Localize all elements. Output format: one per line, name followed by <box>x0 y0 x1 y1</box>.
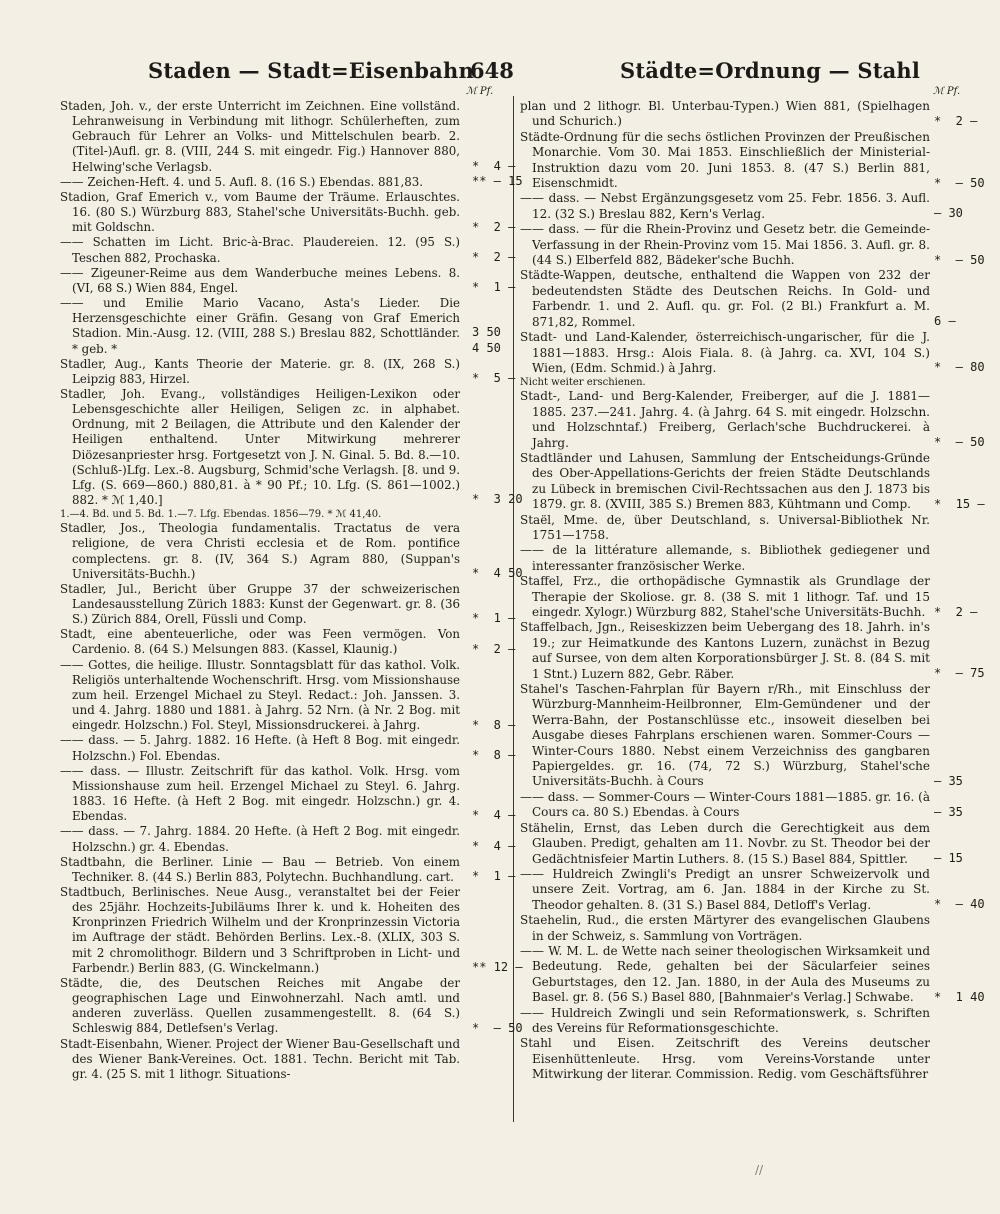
entry-text: Stadler, Aug., Kants Theorie der Materie. gr. 8. (IX, 268 S.) Leipzig 883, Hirzel. <box>60 356 460 386</box>
entry-text: —— und Emilie Mario Vacano, Asta's Lieder. Die Herzensgeschichte einer Gräfin. Gesang von Graf Emerich Stadion. Min.-Ausg. 12. (VIII, 288 S.) Breslau 882, Schottländer. * geb. * <box>60 296 460 356</box>
entry-text: —— dass. — 5. Jahrg. 1882. 16 Hefte. (à Heft 8 Bog. mit eingedr. Holzschn.) Fol. Ebendas. <box>60 733 460 763</box>
entry-price: * 2 — <box>472 249 516 264</box>
entry-text: —— Schatten im Licht. Bric-à-Brac. Plaudereien. 12. (95 S.) Teschen 882, Prochaska. <box>60 235 460 265</box>
entry-price: * — 50 <box>934 175 985 190</box>
entry-price: 6 — <box>934 314 956 329</box>
entry-price: ** 12 — <box>472 960 523 974</box>
catalog-entry <box>520 376 930 389</box>
entry-text: Stadler, Joh. Evang., vollständiges Heiligen-Lexikon oder Lebensgeschichte aller Heiligen, Seligen zc. in alphabet. Ordnung, mit 2 Beilagen, die Attribute und den Kalender der Heiligen enthaltend. Unter Mitwirkung mehrerer Diözesanpriester hrsg. Fortgesetzt von J. N. Ginal. 5. Bd. 8.—10. (Schluß-)Lfg. Lex.-8. Augsburg, Schmid'sche Verlagsh. [8. und 9. Lfg. (S. 669—860.) 880,81. à * 90 Pf.; 10. Lfg. (S. 861—1002.) 882. * ℳ 1,40.] <box>60 386 460 508</box>
left-column <box>60 99 523 1082</box>
catalog-entry <box>520 191 963 222</box>
catalog-entry <box>520 99 978 130</box>
catalog-entry <box>520 1036 930 1082</box>
entry-price: * 8 — <box>472 747 516 762</box>
running-head-left: Staden — Stadt=Eisenbahn <box>148 58 474 83</box>
entry-text: Staël, Mme. de, über Deutschland, s. Universal-Bibliothek Nr. 1751—1758. <box>520 512 930 542</box>
entry-text: Staden, Joh. v., der erste Unterricht im Zeichnen. Eine vollständ. Lehranweisung in Verbindung mit lithogr. Schülerheften, zum Gebrauch für Lehrer an Volks- und Mittelschulen bearb. 2. (Titel-)Aufl. gr. 8. (VIII, 244 S. mit eingedr. Fig.) Hannover 880, Helwing'sche Verlagsb. <box>60 99 460 174</box>
entry-text: Stadt-, Land- und Berg-Kalender, Freiberger, auf die J. 1881—1885. 237.—241. Jahrg. 4. (à Jahrg. 64 S. mit eingedr. Holzschn. und Holzschntaf.) Freiberg, Gerlach'sche Buchdruckerei. à Jahrg. <box>520 389 930 450</box>
entry-text: Stadler, Jul., Bericht über Gruppe 37 der schweizerischen Landesausstellung Zürich 1883: Kunst der Gegenwart. gr. 8. (36 S.) Zürich 884, Orell, Füssli und Comp. <box>60 581 460 627</box>
catalog-entry <box>520 1006 930 1037</box>
catalog-entry <box>520 620 985 682</box>
entry-price: 3 50 4 50 <box>472 324 501 355</box>
footer-mark: // <box>755 1163 764 1177</box>
entry-price: * 4 50 <box>472 565 523 580</box>
catalog-entry <box>60 296 501 357</box>
entry-price: — 35 <box>934 773 963 788</box>
entry-price: * — 50 <box>472 1020 523 1035</box>
catalog-entry <box>520 330 985 376</box>
entry-text: Stadt- und Land-Kalender, österreichisch-ungarischer, für die J. 1881—1883. Hrsg.: Alois Fiala. 8. (à Jahrg. ca. XVI, 104 S.) Wien, (Edm. Schmid.) à Jahrg. <box>520 330 930 375</box>
entry-text: plan und 2 lithogr. Bl. Unterbau-Typen.) Wien 881, (Spielhagen und Schurich.) <box>520 99 930 129</box>
entry-price: * 1 40 <box>934 989 985 1004</box>
catalog-entry <box>520 129 985 192</box>
entry-text: Stadler, Jos., Theologia fundamentalis. Tractatus de vera religione, de vera Christi ecclesia et de Rom. pontifice complectens. gr. 8. (IV, 364 S.) Agram 880, (Suppan's Universitäts-Buchh.) <box>60 521 460 581</box>
catalog-entry <box>60 508 460 521</box>
entry-price: * 2 — <box>934 113 978 128</box>
catalog-entry <box>60 627 516 657</box>
entry-text: Stähelin, Ernst, das Leben durch die Gerechtigkeit aus dem Glauben. Predigt, gehalten am 11. Novbr. zu St. Theodor bei der Gedächtnisfeier Martin Luthers. 8. (15 S.) Basel 884, Spittler. <box>520 820 930 866</box>
catalog-entry <box>60 356 516 387</box>
entry-text: —— Zeichen-Heft. 4. und 5. Aufl. 8. (16 S.) Ebendas. 881,83. <box>60 174 423 189</box>
entry-text: —— dass. — für die Rhein-Provinz und Gesetz betr. die Gemeinde-Verfassung in der Rhein-Provinz vom 15. Mai 1856. 3. Aufl. gr. 8. (44 S.) Elberfeld 882, Bädeker'sche Buchh. <box>520 222 930 268</box>
catalog-entry <box>520 789 963 821</box>
entry-text: Staehelin, Rud., die ersten Märtyrer des evangelischen Glaubens in der Schweiz, s. Sammlung von Vorträgen. <box>520 913 930 943</box>
entry-text: Städte, die, des Deutschen Reiches mit Angabe der geographischen Lage und Einwohnerzahl. Nach amtl. und anderen zuverläss. Quellen zusammengestellt. 8. (64 S.) Schleswig 884, Detlefsen's Verlag. <box>60 975 460 1036</box>
entry-text: Stahl und Eisen. Zeitschrift des Vereins deutscher Eisenhüttenleute. Hrsg. vom Vereins-Vorstande unter Mitwirkung der literar. Commission. Redig. vom Geschäftsführer <box>520 1036 930 1082</box>
entry-text: —— dass. — Sommer-Cours — Winter-Cours 1881—1885. gr. 16. (à Cours ca. 80 S.) Ebendas. à Cours <box>520 789 930 820</box>
entry-price: ** — 15 <box>472 174 523 189</box>
entry-price: * 1 — <box>472 611 516 626</box>
running-head-right: Städte=Ordnung — Stahl <box>620 58 921 83</box>
catalog-entry <box>520 682 963 790</box>
entry-text: Staffelbach, Jgn., Reiseskizzen beim Uebergang des 18. Jahrh. in's 19.; zur Heimatkunde des Kantons Luzern, zunächst in Bezug auf Sursee, von dem alten Korporationsbürger J. St. 8. (84 S. mit 1 Stnt.) Luzern 882, Gebr. Räber. <box>520 620 930 681</box>
entry-price: — 15 <box>934 851 963 865</box>
catalog-entry <box>60 265 516 296</box>
catalog-entry <box>520 222 985 268</box>
entry-text: Stadtbahn, die Berliner. Linie — Bau — Betrieb. Von einem Techniker. 8. (44 S.) Berlin 883, Polytechn. Buchhandlung. cart. <box>60 854 460 884</box>
entry-text: —— Gottes, die heilige. Illustr. Sonntagsblatt für das kathol. Volk. Religiös unterhaltende Wochenschrift. Hrsg. vom Missionshause zum heil. Erzengel Michael zu Steyl. Redact.: Joh. Janssen. 3. und 4. Jahrg. 1880 und 1881. à Jahrg. 52 Nrn. (à Nr. 2 Bog. mit eingedr. Holzschn.) Fol. Steyl, Missionsdruckerei. à Jahrg. <box>60 657 460 733</box>
entry-price: * 1 — <box>472 280 516 295</box>
entry-text: —— dass. — Illustr. Zeitschrift für das kathol. Volk. Hrsg. vom Missionshause zum heil. Erzengel Michael zu Steyl. 6. Jahrg. 1883. 16 Hefte. (à Heft 2 Bog. mit eingedr. Holzschn.) gr. 4. Ebendas. <box>60 763 460 824</box>
entry-price: * 4 — <box>472 838 516 853</box>
entry-text: Stadtländer und Lahusen, Sammlung der Entscheidungs-Gründe des Ober-Appellations-Gerichts der freien Städte Deutschlands zu Lübeck in bremischen Civil-Rechtssachen aus den J. 1873 bis 1879. gr. 8. (XVIII, 385 S.) Bremen 883, Kühtmann und Comp. <box>520 450 930 512</box>
catalog-entry <box>520 543 930 574</box>
entry-text: —— dass. — 7. Jahrg. 1884. 20 Hefte. (à Heft 2 Bog. mit eingedr. Holzschn.) gr. 4. Ebendas. <box>60 824 460 854</box>
catalog-entry <box>60 854 516 885</box>
right-column <box>520 99 985 1083</box>
entry-text: Nicht weiter erschienen. <box>520 377 646 389</box>
entry-price: * — 50 <box>934 435 985 450</box>
entry-text: 1.—4. Bd. und 5. Bd. 1.—7. Lfg. Ebendas. 1856—79. * ℳ 41,40. <box>60 509 382 521</box>
entry-text: —— de la littérature allemande, s. Bibliothek gediegener und interessanter französischer Werke. <box>520 543 930 573</box>
entry-price: * 4 — <box>472 808 516 823</box>
catalog-entry <box>520 913 930 944</box>
entry-text: Stadt, eine abenteuerliche, oder was Feen vermögen. Von Cardenio. 8. (64 S.) Melsungen 883. (Kassel, Klaunig.) <box>60 627 460 657</box>
catalog-entry <box>60 235 516 265</box>
entry-text: —— Huldreich Zwingli und sein Reformationswerk, s. Schriften des Vereins für Reformationsgeschichte. <box>520 1005 930 1035</box>
entry-text: Städte-Ordnung für die sechs östlichen Provinzen der Preußischen Monarchie. Vom 30. Mai 1853. Einschließlich der Ministerial-Instruktion dazu vom 20. Juni 1853. 8. (47 S.) Berlin 881, Eisenschmidt. <box>520 129 930 191</box>
catalog-entry <box>60 521 523 582</box>
entry-price: * — 75 <box>934 666 985 681</box>
entry-price: * 5 — <box>472 371 516 386</box>
entry-price: * — 50 <box>934 252 985 267</box>
entry-price: * 8 — <box>472 717 516 732</box>
catalog-entry <box>60 581 516 627</box>
entry-price: * 2 — <box>472 641 516 656</box>
catalog-entry <box>60 1037 460 1082</box>
entry-text: Stadtbuch, Berlinisches. Neue Ausg., veranstaltet bei der Feier des 25jähr. Hochzeits-Jubiläums Ihrer k. und k. Hoheiten des Kronprinzen Friedrich Wilhelm und der Kronprinzessin Victoria im Auftrage der städt. Behörden Berlins. Lex.-8. (XLIX, 303 S. mit 2 chromolithogr. Bildern und 3 Schriftproben in Licht- und Farbendr.) Berlin 883, (G. Winckelmann.) <box>60 884 460 975</box>
entry-text: —— Huldreich Zwingli's Predigt an unsrer Schweizervolk und unsere Zeit. Vortrag, am 6. Jan. 1884 in der Kirche zu St. Theodor gehalten. 8. (31 S.) Basel 884, Detloff's Verlag. <box>520 866 930 912</box>
entry-price: * 1 — <box>472 869 516 884</box>
page-number: 648 <box>470 58 514 83</box>
price-column-label-left: ℳ Pf. <box>466 86 494 97</box>
entry-text: Stadt-Eisenbahn, Wiener. Project der Wiener Bau-Gesellschaft und des Wiener Bank-Vereines. Oct. 1881. Techn. Bericht mit Tab. gr. 4. (25 S. mit 1 lithogr. Situations- <box>60 1036 460 1081</box>
catalog-entry <box>60 884 523 976</box>
catalog-entry <box>520 820 963 867</box>
catalog-entry <box>60 386 523 508</box>
entry-price: * 2 — <box>472 219 516 234</box>
catalog-entry <box>60 824 516 854</box>
entry-text: —— Zigeuner-Reime aus dem Wanderbuche meines Lebens. 8. (VI, 68 S.) Wien 884, Engel. <box>60 265 460 295</box>
catalog-entry <box>60 99 516 175</box>
entry-price: — 30 <box>934 206 963 221</box>
entry-price: * 2 — <box>934 604 978 619</box>
catalog-entry <box>520 943 985 1006</box>
catalog-entry <box>60 657 516 734</box>
entry-text: Stahel's Taschen-Fahrplan für Bayern r/Rh., mit Einschluss der Würzburg-Mannheim-Heilbronner, Elm-Gemündener und der Werra-Bahn, der Postanschlüsse etc., insoweit dieselben bei Ausgabe dieses Fahrplans erschienen waren. Sommer-Cours — Winter-Cours 1880. Nebst einem Verzeichniss des gangbaren Papiergeldes. gr. 16. (74, 72 S.) Würzburg, Stahel'sche Universitäts-Buchh. à Cours <box>520 682 930 789</box>
catalog-entry <box>520 268 956 330</box>
catalog-entry <box>60 189 516 235</box>
catalog-entry <box>60 975 523 1037</box>
entry-price: * — 40 <box>934 897 985 912</box>
catalog-entry <box>60 174 523 190</box>
entry-price: — 35 <box>934 804 963 819</box>
price-column-label-right: ℳ Pf. <box>933 86 961 97</box>
entry-price: * 3 20 <box>472 492 523 507</box>
entry-text: Städte-Wappen, deutsche, enthaltend die Wappen von 232 der bedeutendsten Städte des Deutschen Reichs. In Gold- und Farbendr. 1. und 2. Aufl. qu. gr. Fol. (2 Bl.) Frankfurt a. M. 871,82, Rommel. <box>520 268 930 329</box>
catalog-entry <box>520 574 978 620</box>
entry-price: * 4 — <box>472 158 516 173</box>
entry-price: * — 80 <box>934 360 985 375</box>
entry-price: * 15 — <box>934 496 985 511</box>
catalog-entry <box>60 763 516 825</box>
entry-text: Staffel, Frz., die orthopädische Gymnastik als Grundlage der Therapie der Skoliose. gr. 8. (38 S. mit 1 lithogr. Taf. und 15 eingedr. Xylogr.) Würzburg 882, Stahel'sche Universitäts-Buchh. <box>520 574 930 619</box>
catalog-entry <box>520 866 985 913</box>
catalog-entry <box>520 389 985 451</box>
catalog-entry <box>520 450 985 513</box>
entry-text: Stadion, Graf Emerich v., vom Baume der Träume. Erlauschtes. 16. (80 S.) Würzburg 883, Stahel'sche Universitäts-Buchh. geb. mit Goldschn. <box>60 189 460 235</box>
page-header <box>0 58 1000 92</box>
entry-text: —— W. M. L. de Wette nach seiner theologischen Wirksamkeit und Bedeutung. Rede, gehalten bei der Säcularfeier seines Geburtstages, den 12. Jan. 1880, in der Aula des Museums zu Basel. gr. 8. (56 S.) Basel 880, [Bahnmaier's Verlag.] Schwabe. <box>520 943 930 1005</box>
catalog-entry <box>60 733 516 763</box>
entry-text: —— dass. — Nebst Ergänzungsgesetz vom 25. Febr. 1856. 3. Aufl. 12. (32 S.) Breslau 882, Kern's Verlag. <box>520 191 930 221</box>
catalog-entry <box>520 513 930 544</box>
